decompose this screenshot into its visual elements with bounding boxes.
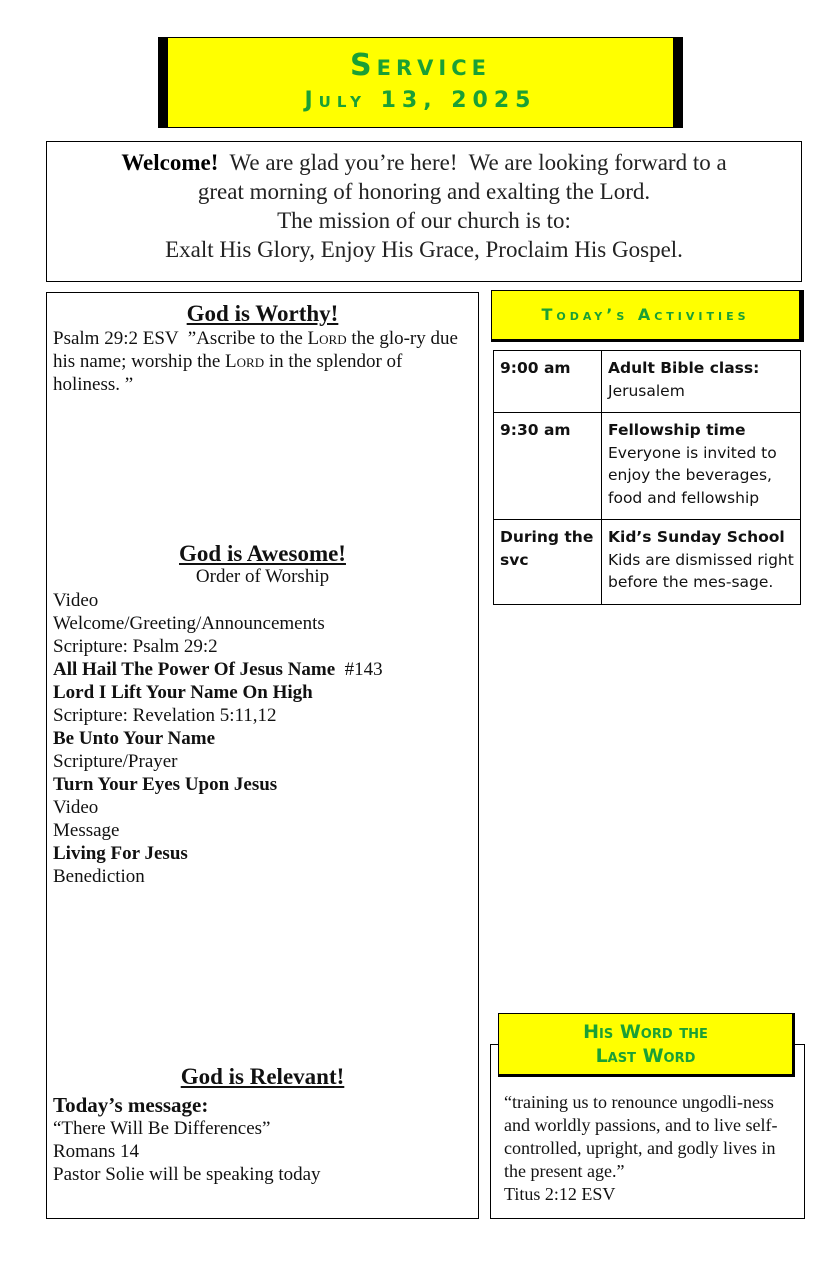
activity-desc <box>602 351 801 413</box>
worship-item-text: Benediction <box>53 866 145 887</box>
worship-item-text: Living For Jesus <box>53 843 188 864</box>
welcome-line-1 <box>47 148 801 177</box>
list-item <box>53 842 473 865</box>
worship-item-text: Video <box>53 797 99 818</box>
list-item <box>53 796 473 819</box>
activity-title: Fellowship time <box>608 421 746 439</box>
table-row <box>494 520 801 605</box>
activity-title: Kid’s Sunday School <box>608 528 785 546</box>
worship-item-text: Lord I Lift Your Name On High <box>53 682 313 703</box>
worthy-heading: God is Worthy! <box>186 301 339 326</box>
service-date: July 13, 2025 <box>304 88 537 113</box>
worship-item-text: All Hail The Power Of Jesus Name <box>53 659 336 680</box>
welcome-bold: Welcome! <box>121 150 219 175</box>
relevant-heading: God is Relevant! <box>180 1064 345 1089</box>
activity-text: Everyone is invited to enjoy the beverages, food and fellowship <box>608 443 777 507</box>
welcome-line-1-text: We are glad you’re here! We are looking forward to a <box>218 150 727 175</box>
list-item <box>53 865 473 888</box>
worship-item-text: Scripture: Psalm 29:2 <box>53 636 218 657</box>
list-item <box>53 819 473 842</box>
todays-message <box>53 1093 473 1186</box>
left-column <box>46 292 479 1219</box>
table-row <box>494 413 801 520</box>
order-of-worship-title: Order of Worship <box>195 566 330 587</box>
worship-item-text: Scripture/Prayer <box>53 751 178 772</box>
psalm-verse <box>53 327 471 396</box>
activity-text: Kids are dismissed right before the mes-sage. <box>608 550 794 591</box>
activity-desc <box>602 413 801 520</box>
list-item <box>53 704 473 727</box>
service-header <box>158 37 683 128</box>
activities-banner: Today’s Activities <box>491 290 804 342</box>
worship-item-text: Scripture: Revelation 5:11,12 <box>53 705 277 726</box>
service-title: Service <box>350 48 491 83</box>
list-item <box>53 727 473 750</box>
lord-word: Lord <box>307 328 347 349</box>
message-scripture: Romans 14 <box>53 1141 140 1162</box>
table-row <box>494 351 801 413</box>
welcome-line-3: The mission of our church is to: <box>277 208 571 233</box>
his-word-quote: “training us to renounce ungodli-ness and worldly passions, and to live self-controlled, upright, and godly lives in the present age.” <box>504 1092 778 1181</box>
his-word-banner <box>498 1013 795 1077</box>
activity-time: 9:30 am <box>494 413 602 520</box>
welcome-line-2: great morning of honoring and exalting the Lord. <box>197 179 651 204</box>
message-title: “There Will Be Differences” <box>53 1118 271 1139</box>
worship-item-text: Turn Your Eyes Upon Jesus <box>53 774 278 795</box>
order-of-worship-list <box>53 589 473 888</box>
activities-table <box>493 350 801 605</box>
message-speaker: Pastor Solie will be speaking today <box>53 1164 321 1185</box>
hymn-number: #143 <box>335 659 383 680</box>
list-item <box>53 635 473 658</box>
his-word-banner-line-2: Last Word <box>595 1045 696 1067</box>
worship-item-text: Be Unto Your Name <box>53 728 216 749</box>
verse-part-c: in the splendor of holiness. ” <box>53 351 408 395</box>
todays-message-label: Today’s message: <box>53 1093 209 1117</box>
awesome-heading: God is Awesome! <box>179 541 346 566</box>
activity-time: During the svc <box>494 520 602 605</box>
list-item <box>53 681 473 704</box>
worship-item-text: Welcome/Greeting/Announcements <box>53 613 325 634</box>
activity-desc <box>602 520 801 605</box>
welcome-line-4: Exalt His Glory, Enjoy His Grace, Proclaim His Gospel. <box>165 237 683 262</box>
activity-title: Adult Bible class: <box>608 359 760 377</box>
his-word-banner-line-1: His Word the <box>583 1021 708 1043</box>
list-item <box>53 773 473 796</box>
list-item <box>53 612 473 635</box>
list-item <box>53 589 473 612</box>
list-item <box>53 658 473 681</box>
worship-item-text: Message <box>53 820 120 841</box>
verse-part-b: the glo-ry due his name; worship the <box>53 328 463 372</box>
worship-item-text: Video <box>53 590 99 611</box>
lord-word: Lord <box>225 351 265 372</box>
activity-text: Jerusalem <box>608 381 685 400</box>
welcome-box <box>46 141 802 282</box>
verse-part-a: Psalm 29:2 ESV ”Ascribe to the <box>53 328 308 349</box>
list-item <box>53 750 473 773</box>
his-word-ref: Titus 2:12 ESV <box>504 1184 616 1204</box>
his-word-text <box>504 1091 794 1206</box>
activity-time: 9:00 am <box>494 351 602 413</box>
